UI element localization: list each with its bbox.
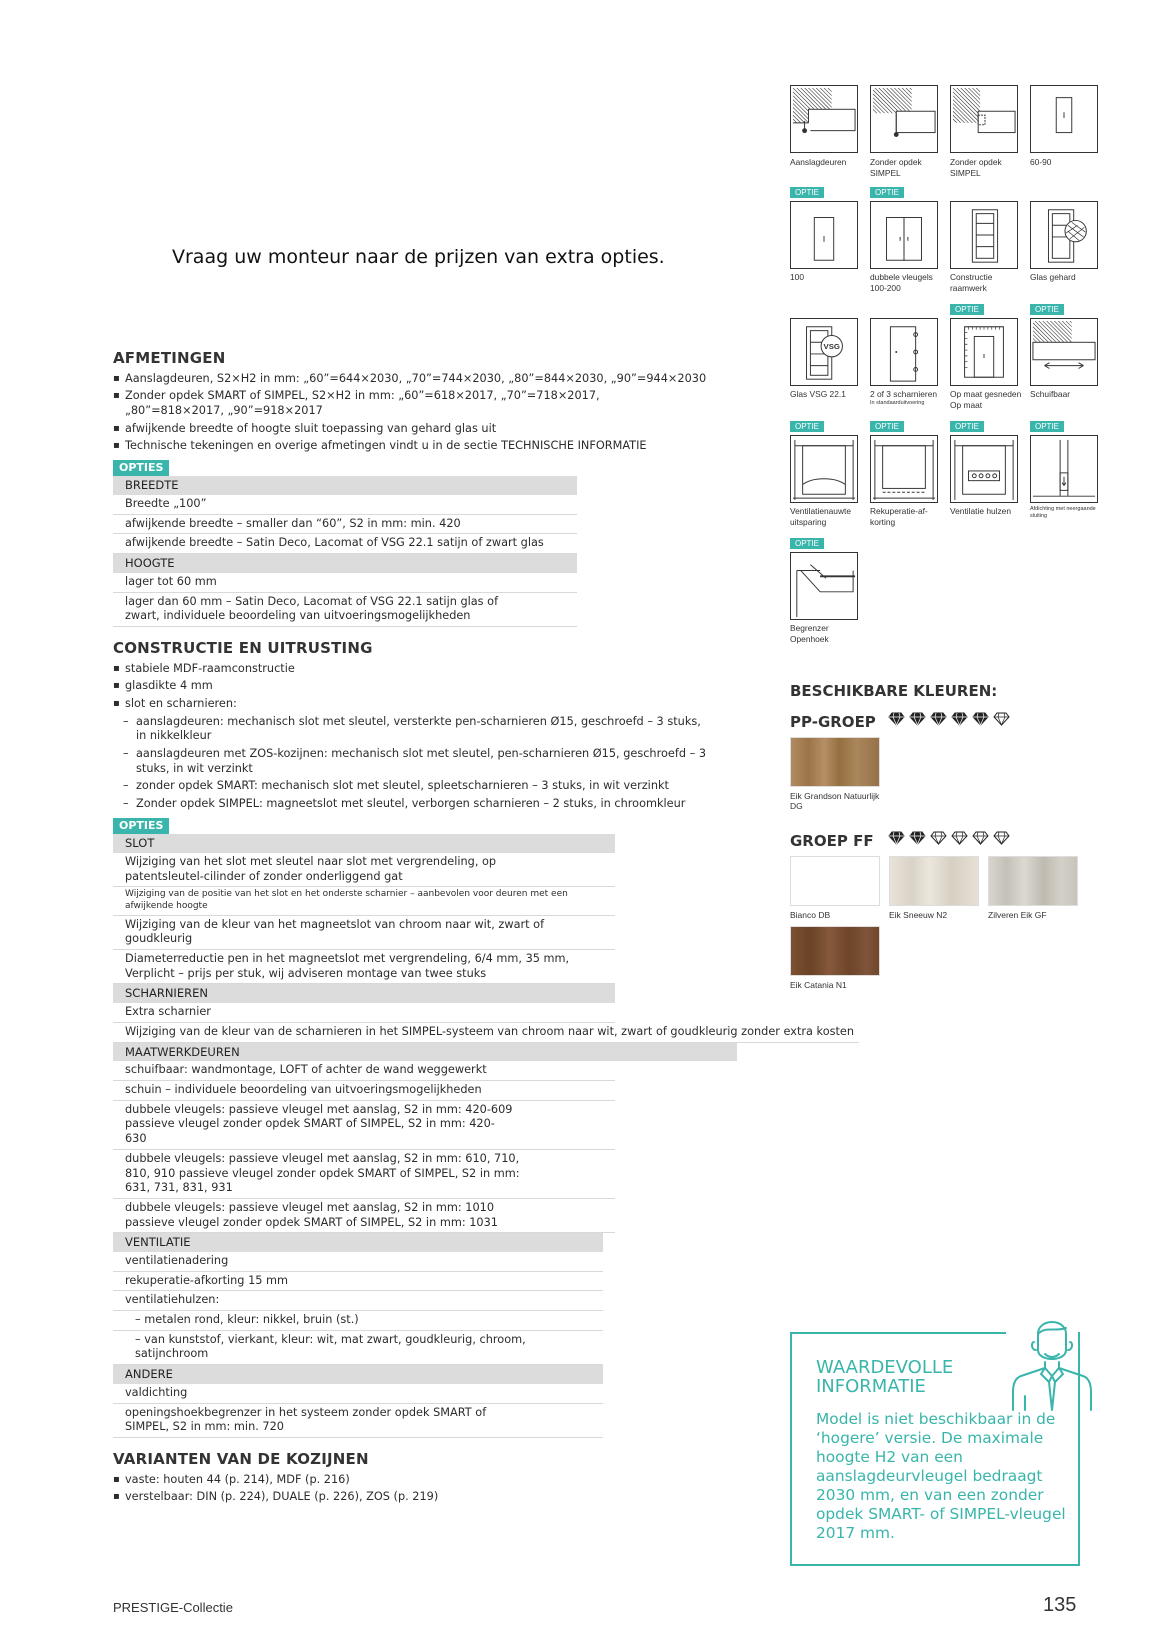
color-group-pp — [790, 712, 1110, 731]
swatches-ff — [790, 856, 1110, 996]
option-badge: OPTIE — [790, 421, 824, 432]
wood-swatch — [988, 856, 1078, 906]
table-row: – metalen rond, kleur: nikkel, bruin (st.) — [113, 1311, 603, 1331]
feature-sliding — [1030, 302, 1098, 419]
gem-icon — [993, 831, 1010, 845]
table-row: dubbele vleugels: passieve vleugel met aanslag, S2 in mm: 1010 passieve vleugel zonder opdek SMART of SIMPEL, S2 in mm: 1031 — [113, 1199, 615, 1233]
options-table-afmetingen — [113, 476, 577, 627]
option-badge: OPTIE — [950, 304, 984, 315]
table-row: schuifbaar: wandmontage, LOFT of achter de wand weggewerkt — [113, 1061, 615, 1081]
lock-hinge-list — [113, 715, 743, 812]
price-gems — [888, 712, 1014, 731]
table-row: openingshoekbegrenzer in het systeem zonder opdek SMART of SIMPEL, S2 in mm: min. 720 — [113, 1404, 603, 1438]
feature-hinges — [870, 302, 938, 419]
table-row: Wijziging van de positie van het slot en het onderste scharnier – aanbevolen voor deuren met een afwijkende hoogte — [113, 887, 615, 915]
option-badge: OPTIE — [1030, 304, 1064, 315]
table-header: MAATWERKDEUREN — [113, 1043, 737, 1062]
table-row: ventilatienadering — [113, 1252, 603, 1272]
double-door-icon — [870, 201, 938, 269]
option-badge: OPTIE — [950, 421, 984, 432]
gem-icon — [972, 712, 989, 726]
table-row: dubbele vleugels: passieve vleugel met aanslag, S2 in mm: 420-609 passieve vleugel zonder opdek SMART of SIMPEL, S2 in mm: 420-630 — [113, 1101, 615, 1150]
footer-collection: PRESTIGE-Collectie — [113, 1600, 233, 1615]
feature-label: Aanslagdeuren — [790, 157, 847, 167]
gem-icon — [888, 712, 905, 726]
table-row: lager tot 60 mm — [113, 573, 577, 593]
table-row: lager dan 60 mm – Satin Deco, Lacomat of VSG 22.1 satijn glas of zwart, individuele beoordeling van uitvoeringsmogelijkheden — [113, 593, 577, 627]
list-item: – aanslagdeuren met ZOS-kozijnen: mechanisch slot met sleutel, pen-scharnieren Ø15, geschroefd – 3 stuks, in wit verzinkt — [113, 747, 743, 776]
wide-door-icon — [790, 201, 858, 269]
list-item: ▪ Aanslagdeuren, S2×H2 in mm: „60”=644×2030, „70”=744×2030, „80”=844×2030, „90”=944×2030 — [113, 372, 873, 387]
feature-wide-door — [790, 185, 858, 302]
group-name: GROEP FF — [790, 831, 874, 850]
flush-door-hidden-icon — [950, 85, 1018, 153]
afmetingen-list — [113, 372, 873, 454]
feature-ventilation-sleeves — [950, 419, 1018, 536]
icon-grid — [790, 85, 1110, 653]
option-badge: OPTIE — [790, 538, 824, 549]
feature-label: Glas VSG 22.1 — [790, 389, 846, 399]
feature-label: Zonder opdek SIMPEL — [950, 157, 1002, 178]
custom-size-icon — [950, 318, 1018, 386]
gem-icon — [930, 831, 947, 845]
option-badge: OPTIE — [1030, 421, 1064, 432]
table-header: HOOGTE — [113, 554, 577, 573]
door-width-icon — [1030, 85, 1098, 153]
feature-vsg-glass — [790, 302, 858, 419]
wood-swatch — [889, 856, 979, 906]
feature-label: Afdichting met neergaande sluiting — [1030, 506, 1096, 519]
rebated-door-icon — [790, 85, 858, 153]
table-row: afwijkende breedte – smaller dan “60”, S2 in mm: min. 420 — [113, 515, 577, 535]
spec-column — [113, 349, 873, 1508]
ventilation-undercut-icon — [790, 435, 858, 503]
feature-label: Glas gehard — [1030, 272, 1076, 282]
swatch-name: Zilveren Eik GF — [988, 910, 1047, 920]
section-title-constructie: CONSTRUCTIE EN UITRUSTING — [113, 639, 373, 658]
option-badge: OPTIE — [870, 421, 904, 432]
available-colors — [790, 682, 1110, 996]
section-title-afmetingen: AFMETINGEN — [113, 349, 226, 367]
options-table-slot — [113, 834, 615, 1023]
info-text: Model is niet beschikbaar in de ‘hogere’ versie. De maximale hoogte H2 van een aanslagdeurvleugel bedraagt 2030 mm, en van een zonder opdek SMART- of SIMPEL-vleugel 2017 mm. — [816, 1410, 1066, 1542]
color-group-ff — [790, 831, 1110, 850]
table-row: afwijkende breedte – Satin Deco, Lacomat of VSG 22.1 satijn of zwart glas — [113, 534, 577, 554]
swatch-name: Eik Sneeuw N2 — [889, 910, 948, 920]
feature-label: 60-90 — [1030, 157, 1052, 167]
colors-title: BESCHIKBARE KLEUREN: — [790, 682, 998, 700]
gem-icon — [888, 831, 905, 845]
feature-label: Zonder opdek SIMPEL — [870, 157, 922, 178]
gem-icon — [972, 831, 989, 845]
feature-label: Op maat gesneden Op maat — [950, 389, 1022, 410]
list-item: ▪ glasdikte 4 mm — [113, 679, 873, 694]
list-item: – Zonder opdek SIMPEL: magneetslot met sleutel, verborgen scharnieren – 2 stuks, in chroomkleur — [113, 797, 743, 812]
feature-tempered-glass — [1030, 185, 1098, 302]
color-swatch[interactable] — [790, 926, 889, 990]
table-row: dubbele vleugels: passieve vleugel met aanslag, S2 in mm: 610, 710, 810, 910 passieve vleugel zonder opdek SMART of SIMPEL, S2 in mm: 631, 731, 831, 931 — [113, 1150, 615, 1199]
color-swatch[interactable] — [790, 856, 889, 920]
table-row: Wijziging van de kleur van het magneetslot van chroom naar wit, zwart of goudkleurig — [113, 916, 615, 950]
table-row: Extra scharnier — [113, 1003, 615, 1023]
color-swatch[interactable] — [790, 737, 889, 811]
page-number: 135 — [1043, 1594, 1077, 1616]
feature-label: Rekuperatie-af-korting — [870, 506, 928, 527]
tempered-glass-icon — [1030, 201, 1098, 269]
gem-icon — [951, 712, 968, 726]
swatch-name: Bianco DB — [790, 910, 831, 920]
sliding-icon — [1030, 318, 1098, 386]
svg-text:VSG: VSG — [823, 342, 840, 352]
gem-icon — [909, 712, 926, 726]
list-item: ▪ Technische tekeningen en overige afmetingen vindt u in de sectie TECHNISCHE INFORMATIE — [113, 439, 873, 454]
swatches-pp — [790, 737, 1110, 817]
feature-flush-door — [870, 85, 938, 185]
hinges-icon — [870, 318, 938, 386]
section-title-varianten: VARIANTEN VAN DE KOZIJNEN — [113, 1450, 369, 1469]
feature-custom-size — [950, 302, 1022, 419]
table-row: ventilatiehulzen: — [113, 1291, 603, 1311]
color-swatch[interactable] — [988, 856, 1087, 920]
option-badge: OPTIE — [790, 187, 824, 198]
feature-label: Schuifbaar — [1030, 389, 1071, 399]
wood-swatch — [790, 737, 880, 787]
option-badge: OPTIE — [870, 187, 904, 198]
vsg-glass-icon — [790, 318, 858, 386]
feature-ventilation-undercut — [790, 419, 858, 536]
frame-construction-icon — [950, 201, 1018, 269]
options-table-maatwerk — [113, 1061, 615, 1233]
feature-label: Constructie raamwerk — [950, 272, 993, 293]
info-title: WAARDEVOLLE INFORMATIE — [816, 1357, 954, 1398]
consultant-icon — [1005, 1312, 1099, 1412]
gem-icon — [909, 831, 926, 845]
table-row: valdichting — [113, 1384, 603, 1404]
table-header: SCHARNIEREN — [113, 984, 615, 1003]
feature-label: Ventilatie hulzen — [950, 506, 1011, 516]
price-gems — [888, 831, 1014, 850]
feature-label: 2 of 3 scharnieren In standaarduitvoering — [870, 389, 938, 406]
table-header: VENTILATIE — [113, 1233, 603, 1252]
feature-label: dubbele vleugels 100-200 — [870, 272, 933, 293]
feature-recuperation — [870, 419, 938, 536]
group-name: PP-GROEP — [790, 712, 876, 731]
wood-swatch — [790, 926, 880, 976]
varianten-list — [113, 1473, 873, 1505]
feature-double-door — [870, 185, 938, 302]
feature-frame-construction — [950, 185, 1018, 302]
table-row: rekuperatie-afkorting 15 mm — [113, 1272, 603, 1292]
gem-icon — [930, 712, 947, 726]
options-badge: OPTIES — [113, 818, 169, 834]
color-swatch[interactable] — [889, 856, 988, 920]
list-item: – zonder opdek SMART: mechanisch slot met sleutel, spleetscharnieren – 3 stuks, in wit verzinkt — [113, 779, 743, 794]
table-row: schuin – individuele beoordeling van uitvoeringsmogelijkheden — [113, 1081, 615, 1101]
flush-door-icon — [870, 85, 938, 153]
list-item: ▪ verstelbaar: DIN (p. 224), DUALE (p. 226), ZOS (p. 219) — [113, 1490, 873, 1505]
table-header: SLOT — [113, 834, 615, 853]
white-swatch — [790, 856, 880, 906]
table-row: Breedte „100” — [113, 495, 577, 515]
list-item: ▪ Zonder opdek SMART of SIMPEL, S2×H2 in mm: „60”=618×2017, „70”=718×2017, „80”=818×2017, „90”=918×2017 — [113, 389, 673, 418]
recuperation-icon — [870, 435, 938, 503]
table-row: – van kunststof, vierkant, kleur: wit, mat zwart, goudkleurig, chroom, satijnchroom — [113, 1331, 603, 1365]
list-item: ▪ vaste: houten 44 (p. 214), MDF (p. 216) — [113, 1473, 873, 1488]
ventilation-sleeves-icon — [950, 435, 1018, 503]
feature-label: Ventilatienauwte uitsparing — [790, 506, 851, 527]
feature-drop-seal — [1030, 419, 1098, 536]
drop-seal-icon — [1030, 435, 1098, 503]
feature-door-limiter — [790, 536, 858, 653]
feature-label: 100 — [790, 272, 804, 282]
feature-rebated-door — [790, 85, 858, 185]
door-limiter-icon — [790, 552, 858, 620]
table-row: Wijziging van het slot met sleutel naar slot met vergrendeling, op patentsleutel-cilinder of zonder onderliggend gat — [113, 853, 615, 887]
gem-icon — [993, 712, 1010, 726]
options-table-ventilatie — [113, 1233, 603, 1438]
constructie-list — [113, 662, 873, 712]
gem-icon — [951, 831, 968, 845]
info-box-top-line — [790, 1332, 1006, 1334]
table-header: ANDERE — [113, 1365, 603, 1384]
list-item: – aanslagdeuren: mechanisch slot met sleutel, versterkte pen-scharnieren Ø15, geschroefd – 3 stuks, in nikkelkleur — [113, 715, 703, 744]
options-badge: OPTIES — [113, 460, 169, 476]
feature-label: Begrenzer Openhoek — [790, 623, 829, 644]
feature-flush-door-hidden — [950, 85, 1018, 185]
list-item: ▪ afwijkende breedte of hoogte sluit toepassing van gehard glas uit — [113, 422, 873, 437]
list-item: ▪ stabiele MDF-raamconstructie — [113, 662, 873, 677]
table-header: BREEDTE — [113, 476, 577, 495]
swatch-name: Eik Catania N1 — [790, 980, 847, 990]
list-item: ▪ slot en scharnieren: — [113, 697, 873, 712]
swatch-name: Eik Grandson Natuurlijk DG — [790, 791, 880, 811]
feature-icons — [790, 85, 1110, 653]
headline: Vraag uw monteur naar de prijzen van extra opties. — [172, 246, 665, 268]
table-row: Wijziging van de kleur van de scharnieren in het SIMPEL-systeem van chroom naar wit, zwart of goudkleurig zonder extra kosten — [113, 1023, 859, 1043]
feature-door-width — [1030, 85, 1098, 185]
table-row: Diameterreductie pen in het magneetslot met vergrendeling, 6/4 mm, 35 mm, Verplicht – prijs per stuk, wij adviseren montage van twee stuks — [113, 950, 615, 984]
